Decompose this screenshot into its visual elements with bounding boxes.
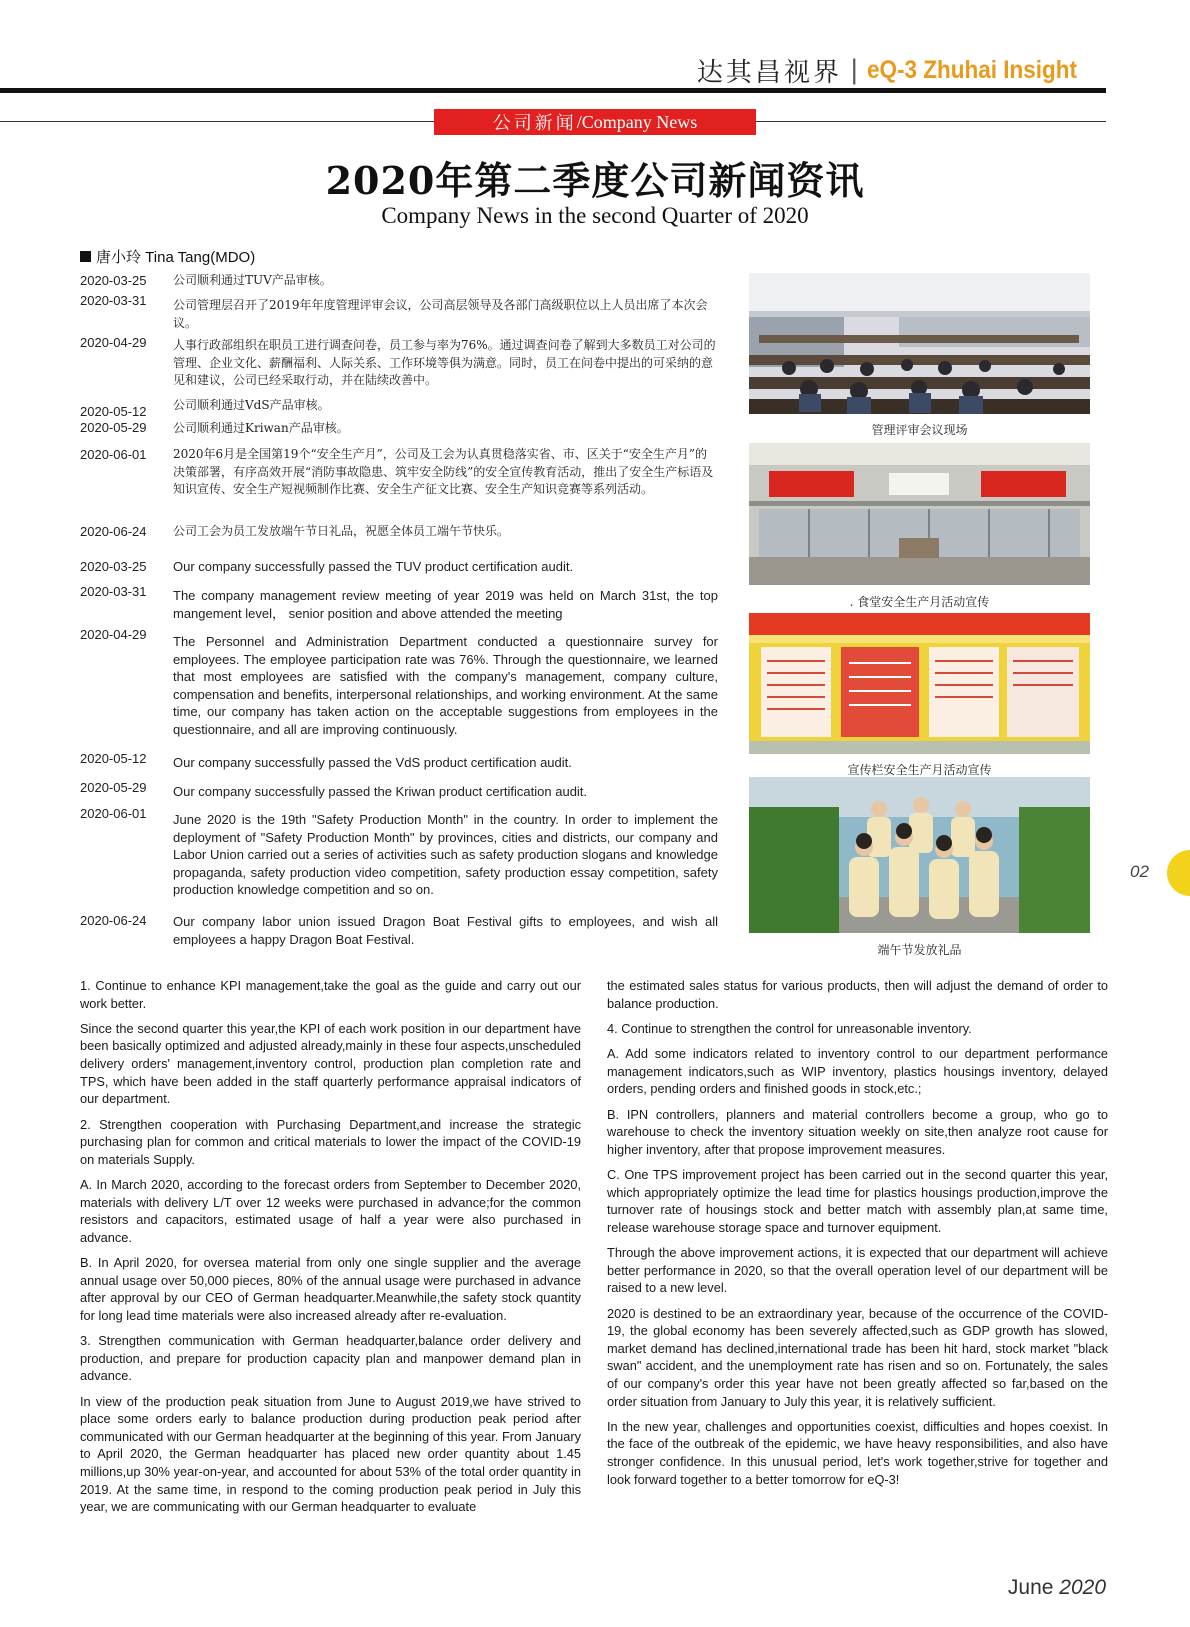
canteen-photo: [749, 443, 1090, 585]
timeline-en-text: Our company successfully passed the TUV product certification audit.: [173, 559, 574, 574]
body-paragraph: 3. Strengthen communication with German headquarter,balance order delivery and production, and prepare for production capacity plan and manpower demand plan in advance.: [80, 1333, 581, 1384]
square-bullet-icon: [80, 251, 91, 262]
header-rule-thick: [0, 88, 1106, 93]
section-label-en: /Company News: [576, 111, 698, 132]
body-paragraph: A. Add some indicators related to inventory control to our department performance management indicators,such as WIP inventory, plastics housings inventory, delayed orders, pending orders and finished goods in stock,etc.;: [607, 1046, 1108, 1097]
dragon-boat-gifts-photo: [749, 777, 1090, 933]
body-column-right: [607, 977, 1108, 1496]
timeline-cn-text: 公司顺利通过VdS产品审核。: [173, 398, 330, 412]
page-number: 02: [1130, 862, 1149, 881]
author-line: [80, 246, 255, 267]
timeline-en-date: 2020-05-29: [80, 780, 147, 795]
page-tab-marker: [1167, 850, 1190, 896]
timeline-cn-date: 2020-05-12: [80, 404, 147, 419]
timeline-en-date: 2020-04-29: [80, 627, 147, 642]
body-column-left: [80, 977, 581, 1523]
section-banner: [434, 109, 756, 135]
timeline-cn-text: 2020年6月是全国第19个“安全生产月”，公司及工会为认真贯稳落实省、市、区关于“安全生产月”的决策部署，有序高效开展“消防事故隐患、筑牢安全防线”的安全宣传教育活动，推出了安全生产标语及知识宣传、安全生产短视频制作比赛、安全生产征文比赛、安全生产知识竞赛等系列活动。: [173, 447, 714, 496]
timeline-cn-text: 公司工会为员工发放端午节日礼品，祝愿全体员工端午节快乐。: [173, 524, 510, 538]
article-title-cn: 2020年第二季度公司新闻资讯: [325, 158, 865, 203]
timeline-en-text: The Personnel and Administration Department conducted a questionnaire survey for employees. The employee participation rate was 76%. Through the questionnaire, we learned that most employees are satisfied with the company's management, company culture, compensation and benefits, interpersonal relationships, and working environment. At the same time, our company has taken action on the acceptable suggestions from employees in the questionnaire, and all are improving continuously.: [173, 634, 718, 737]
photo-caption: 端午节发放礼品: [877, 943, 962, 957]
masthead-separator: |: [849, 55, 859, 85]
timeline-en-text: The company management review meeting of year 2019 was held on March 31st, the top mangement level， senior position and above attended the meeting: [173, 588, 718, 621]
issue-month: June: [1007, 1576, 1054, 1599]
meeting-photo: [749, 273, 1090, 414]
body-paragraph: Since the second quarter this year,the KPI of each work position in our department have been basically optimized and adjusted already,mainly in these four aspects,unscheduled delivery orders' management,inventory control, production plan completion rate and TPS, which have been added in the staff quarterly performance appraisal indicators of our department.: [80, 1020, 581, 1107]
timeline-cn-date: 2020-04-29: [80, 335, 147, 350]
body-paragraph: 2020 is destined to be an extraordinary year, because of the occurrence of the COVID-19, the global economy has been severely affected,such as GDP growth has slowed, market demand has declined,international trade has been hit hard, stock market "black swan" accident, and the unemployment rate has risen and so on. Fortunately, the sales of our company's order this year have not been greatly affected so far,based on the order situation from January to July this year, it is relatively sufficient.: [607, 1305, 1108, 1409]
bulletin-board-photo: [749, 613, 1090, 754]
masthead-en: eQ-3 Zhuhai Insight: [866, 55, 1077, 84]
body-paragraph: In view of the production peak situation from June to August 2019,we have strived to place some orders early to balance production during production peak period after communicated with our German headquarter at the beginning of this year. From January to April 2020, the German headquarter has placed new order quantity about 1.45 millions,up 30% year-on-year, and accounted for about 53% of the total order quantity in 2019. At the same time, in respond to the coming production peak period in July this year, we are communicating with our German headquarter to evaluate: [80, 1393, 581, 1515]
photo-caption: . 食堂安全生产月活动宣传: [849, 595, 990, 609]
body-paragraph: 1. Continue to enhance KPI management,take the goal as the guide and carry out our work better.: [80, 978, 581, 1011]
photo-caption: 管理评审会议现场: [871, 423, 968, 437]
timeline-cn-date: 2020-05-29: [80, 420, 147, 435]
timeline-en-date: 2020-06-24: [80, 913, 147, 928]
timeline-cn-date: 2020-03-31: [80, 293, 147, 308]
timeline-cn-date: 2020-03-25: [80, 273, 147, 288]
timeline-en-text: Our company labor union issued Dragon Boat Festival gifts to employees, and wish all employees a happy Dragon Boat Festival.: [173, 914, 718, 947]
timeline-en-date: 2020-03-31: [80, 584, 147, 599]
timeline-en-text: Our company successfully passed the VdS product certification audit.: [173, 755, 572, 770]
timeline-cn-text: 人事行政部组织在职员工进行调查问卷，员工参与率为76%。通过调查问卷了解到大多数员工对公司的管理、企业文化、薪酬福利、人际关系、工作环境等俱为满意。同时，员工在问卷中提出的可采纳的意见和建议，公司已经采取行动，并在陆续改善中。: [173, 338, 716, 387]
section-label-cn: 公司新闻: [492, 113, 577, 134]
body-paragraph: 4. Continue to strengthen the control for unreasonable inventory.: [607, 1020, 972, 1036]
author-name: 唐小玲 Tina Tang(MDO): [96, 249, 256, 266]
timeline-cn-date: 2020-06-24: [80, 524, 147, 539]
timeline-en-date: 2020-06-01: [80, 806, 147, 821]
body-paragraph: Through the above improvement actions, it is expected that our department will achieve better performance in 2020, so that the overall operation level of our department will be raised to a new level.: [607, 1245, 1108, 1296]
issue-year: 2020: [1059, 1576, 1106, 1599]
body-paragraph: B. In April 2020, for oversea material from only one single supplier and the average annual usage over 50,000 pieces, 80% of the annual usage were purchased in advance after approval by our CEO of German headquarter.Meanwhile,the safety stock quantity for long lead time materials were also increased already after re-evaluation.: [80, 1255, 581, 1323]
timeline-en-date: 2020-03-25: [80, 559, 147, 574]
masthead-cn: 达其昌视界: [696, 57, 842, 88]
timeline-cn-text: 公司顺利通过TUV产品审核。: [173, 273, 332, 287]
article-title-en: Company News in the second Quarter of 2020: [381, 203, 809, 228]
body-paragraph: B. IPN controllers, planners and material controllers become a group, who go to warehouse to check the inventory situation weekly on site,then analyze root cause for higher inventory, after that propose improvement measures.: [607, 1106, 1108, 1157]
masthead: [697, 52, 1100, 88]
body-paragraph: In the new year, challenges and opportunities coexist, difficulties and hopes coexist. In the face of the outbreak of the epidemic, we have heavy responsibilities, and also have stronger confidence. In this unusual period, let's work together,strive for together and look forward together to a better tomorrow for eQ-3!: [607, 1418, 1108, 1487]
body-paragraph: C. One TPS improvement project has been carried out in the second quarter this year, which appropriately optimize the lead time for plastics housings production,improve the turnover rate of housings stock and better match with assembly plan,at same time, release warehouse storage space and turnover equipment.: [607, 1167, 1108, 1235]
timeline-en-text: Our company successfully passed the Kriwan product certification audit.: [173, 784, 588, 799]
timeline-cn-date: 2020-06-01: [80, 447, 147, 462]
issue-date: [1008, 1576, 1106, 1600]
body-paragraph: A. In March 2020, according to the forecast orders from September to December 2020, materials with delivery L/T over 12 weeks were purchased in advance;for the common resistors and capacitors, estimated usage of half a year were also purchased in advance.: [80, 1177, 581, 1245]
body-paragraph: the estimated sales status for various products, then will adjust the demand of order to balance production.: [607, 978, 1108, 1011]
timeline-en-text: June 2020 is the 19th "Safety Production Month" in the country. In order to implement the deployment of "Safety Production Month" by provinces, cities and districts, our company and Labor Union carried out a series of activities such as safety production slogans and knowledge propaganda, safety production video competition, safety production essay competition, safety production knowledge competition and so on.: [173, 812, 718, 898]
timeline-en-date: 2020-05-12: [80, 751, 147, 766]
timeline-cn-text: 公司顺利通过Kriwan产品审核。: [173, 421, 349, 435]
body-paragraph: 2. Strengthen cooperation with Purchasing Department,and increase the strategic purchasing plan for common and critical materials to lower the impact of the COVID-19 on materials Supply.: [80, 1116, 581, 1167]
timeline-cn-text: 公司管理层召开了2019年年度管理评审会议，公司高层领导及各部门高级职位以上人员出席了本次会议。: [173, 298, 708, 330]
photo-caption: 宣传栏安全生产月活动宣传: [847, 763, 992, 777]
